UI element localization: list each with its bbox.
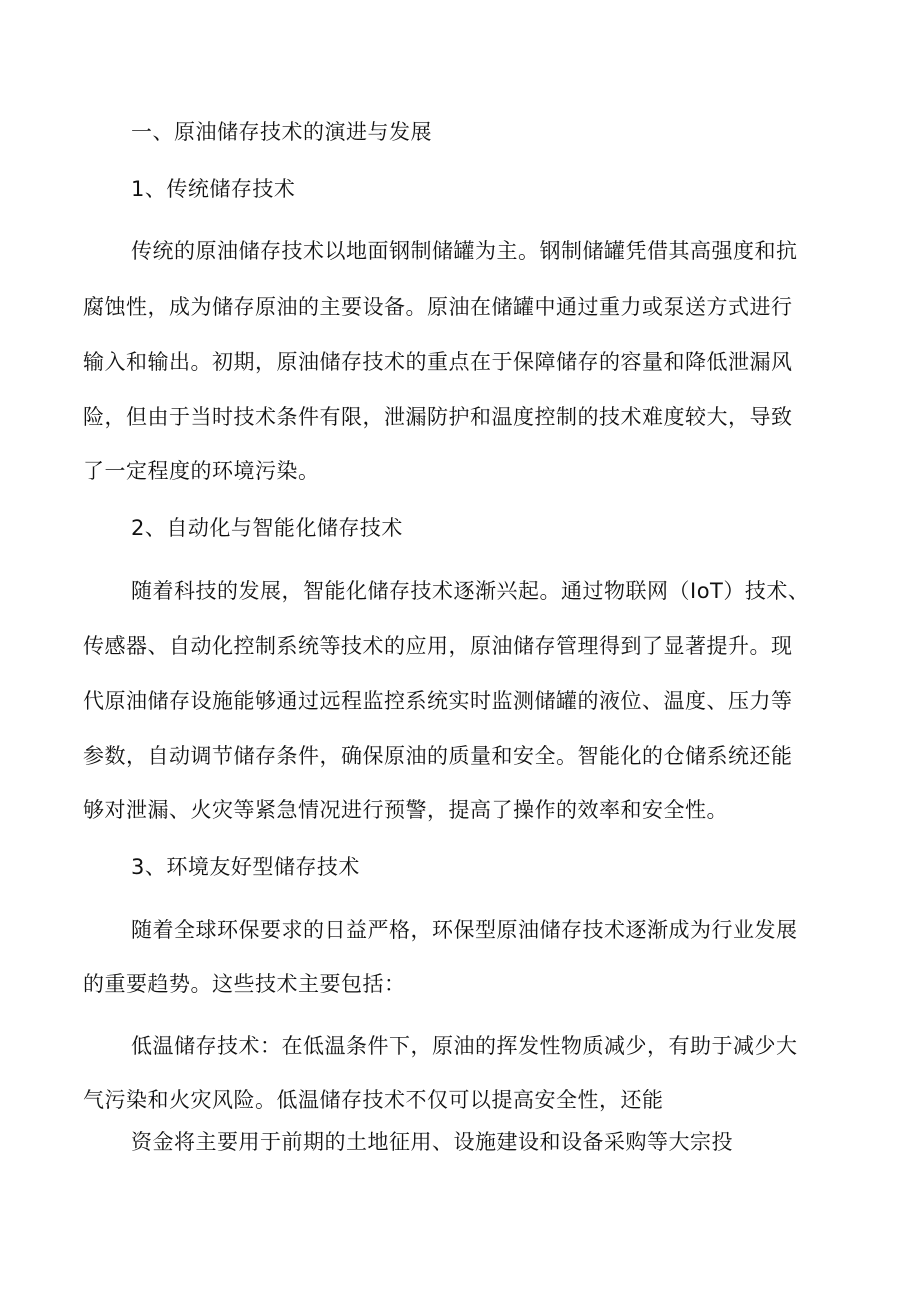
paragraph-line: 输入和输出。初期，原油储存技术的重点在于保障储存的容量和降低泄漏风 [83,350,793,374]
paragraph-line: 传感器、自动化控制系统等技术的应用，原油储存管理得到了显著提升。现 [83,634,793,658]
section-heading: 一、原油储存技术的演进与发展 [131,120,432,144]
paragraph-line: 参数，自动调节储存条件，确保原油的质量和安全。智能化的仓储系统还能 [83,744,793,768]
paragraph-line: 了一定程度的环境污染。 [83,459,320,483]
paragraph-line: 险，但由于当时技术条件有限，泄漏防护和温度控制的技术难度较大，导致 [83,405,793,429]
paragraph-line: 够对泄漏、火灾等紧急情况进行预警，提高了操作的效率和安全性。 [83,798,728,822]
paragraph-line: 资金将主要用于前期的土地征用、设施建设和设备采购等大宗投 [131,1130,733,1154]
paragraph-line: 随着科技的发展，智能化储存技术逐渐兴起。通过物联网（IoT）技术、 [131,579,810,603]
paragraph-line: 代原油储存设施能够通过远程监控系统实时监测储罐的液位、温度、压力等 [83,689,793,713]
subheading-eco: 3、环境友好型储存技术 [131,855,360,879]
subheading-smart: 2、自动化与智能化储存技术 [131,516,403,540]
paragraph-line: 低温储存技术：在低温条件下，原油的挥发性物质减少，有助于减少大 [131,1034,798,1058]
paragraph-line: 气污染和火灾风险。低温储存技术不仅可以提高安全性，还能 [83,1088,664,1112]
subheading-traditional: 1、传统储存技术 [131,177,296,201]
paragraph-line: 腐蚀性，成为储存原油的主要设备。原油在储罐中通过重力或泵送方式进行 [83,295,793,319]
paragraph-line: 的重要趋势。这些技术主要包括： [83,972,406,996]
paragraph-line: 随着全球环保要求的日益严格，环保型原油储存技术逐渐成为行业发展 [131,918,798,942]
paragraph-line: 传统的原油储存技术以地面钢制储罐为主。钢制储罐凭借其高强度和抗 [131,239,798,263]
